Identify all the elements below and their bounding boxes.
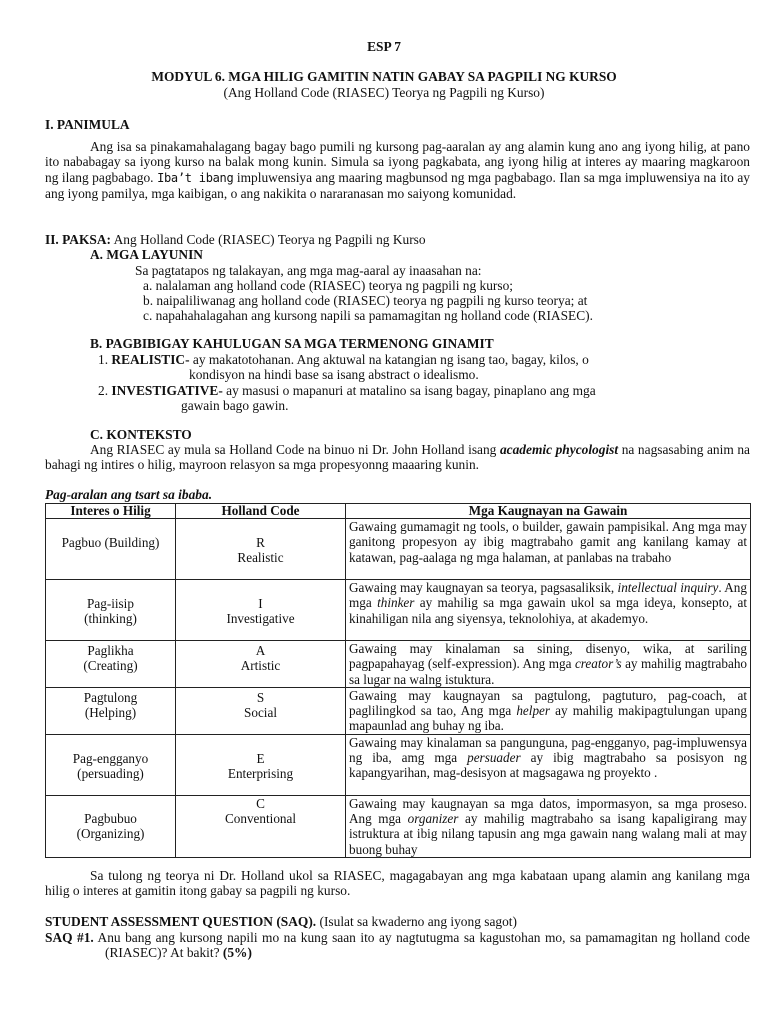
interest-cell	[46, 519, 176, 580]
activity-text: Gawaing may kaugnayan sa mga datos, impormasyon, sa mga proseso. Ang mga	[349, 795, 747, 827]
code-name: Artistic	[240, 658, 281, 674]
table-row	[46, 519, 751, 580]
saq-question-text: Anu bang ang kursong napili mo na kung saan ito ay nagtutugma sa kagustohan mo, sa pamamagitan ng holland code (RIASEC)? At bakit?	[97, 930, 751, 961]
interest-cell	[46, 580, 176, 641]
saq-instruction: (Isulat sa kwaderno ang iyong sagot)	[319, 914, 517, 929]
activity-text: ay mahilig sa mga gawain ukol sa mga ideya, konsepto, at kinahiligan nila ang siyensya, teknolohiya, at akademyo.	[349, 595, 748, 626]
interest-name: Pagtulong	[83, 689, 138, 705]
header-interest: Interes o Hilig	[46, 504, 176, 519]
konteksto-text-a: Ang RIASEC ay mula sa Holland Code na binuo ni Dr. John Holland isang	[90, 442, 497, 457]
table-row	[46, 734, 751, 795]
intro-text-a: Ang isa sa pinakamahalagang bagay bago pumili ng kursong pag-aaralan ay ang alamin kung ano ang iyong hilig, at pano ito nababagay sa iyong kurso na balak mong kunin. Simula sa iyong pagkabata, ang iyong hilig at interes ay maaring magkaroon ng ilang pagbabago.	[45, 139, 750, 185]
interest-cell	[46, 687, 176, 734]
header-activities: Mga Kaugnayan na Gawain	[346, 504, 751, 519]
activity-emphasis: helper	[516, 703, 551, 719]
interest-cell	[46, 734, 176, 795]
activity-emphasis: organizer	[407, 811, 459, 827]
activity-text: ay mahilig magtrabaho sa lugar na walng istuktura.	[349, 656, 748, 687]
interest-cell	[46, 795, 176, 857]
activity-cell	[346, 580, 751, 641]
paksa-text: Ang Holland Code (RIASEC) Teorya ng Pagpili ng Kurso	[113, 232, 426, 247]
layunin-item-c: c. napahahalagahan ang kursong napili sa pamamagitan ng holland code (RIASEC).	[143, 308, 593, 323]
activity-cell: Gawaing gumamagit ng tools, o builder, gawain pampisikal. Ang mga may ganitong propesyon ay ibig magtrabaho gamit ang kanilang kamay at katawan, pag-aalaga ng mga halaman, at panlabas na trabaho	[346, 519, 751, 580]
layunin-item-a: a. nalalaman ang holland code (RIASEC) teorya ng pagpili ng kurso;	[143, 278, 514, 293]
konteksto-emphasis: academic phycologist	[499, 442, 619, 457]
interest-name: Pagbubuo	[84, 810, 137, 826]
code-letter: S	[256, 689, 265, 705]
code-letter: E	[256, 750, 265, 766]
table-header-row	[46, 504, 751, 519]
activity-cell	[346, 795, 751, 857]
activity-text: ay ibig magtrabaho sa posisyon ng kapangyarihan, mag-desisyon at magsagawa ng proyekto .	[349, 750, 748, 781]
activity-text: Gawaing may kinalaman sa sining, disenyo, wika, at sariling pagpapahayag (self-expression). Ang mga	[349, 641, 747, 672]
code-letter: I	[258, 596, 263, 611]
code-letter: A	[255, 643, 266, 658]
table-row	[46, 795, 751, 857]
code-name: Social	[244, 705, 277, 721]
code-cell	[176, 519, 346, 580]
interest-english: (Helping)	[84, 705, 137, 721]
term-number: 2.	[98, 383, 109, 398]
code-cell	[176, 687, 346, 734]
interest-name: Pagbuo (Building)	[61, 535, 160, 550]
konteksto-paragraph	[45, 442, 750, 473]
term-label: INVESTIGATIVE-	[111, 383, 223, 398]
saq-question	[45, 930, 750, 961]
term-definition: ay makatotohanan. Ang aktuwal na katangian ng isang tao, bagay, kilos, o	[192, 352, 589, 367]
term-investigative-cont: gawain bago gawin.	[181, 398, 289, 413]
activity-text: Gawaing may kinalaman sa pangunguna, pag-engganyo, pag-impluwensya ng iba, amg mga	[349, 734, 747, 766]
code-cell	[176, 734, 346, 795]
code-cell	[176, 795, 346, 857]
saq-points: (5%)	[222, 945, 252, 961]
table-row	[46, 687, 751, 734]
kahulugan-heading: B. PAGBIBIGAY KAHULUGAN SA MGA TERMENONG GINAMIT	[90, 336, 494, 351]
interest-name: Pag-engganyo	[72, 750, 149, 766]
interest-name: Paglikha	[87, 643, 134, 658]
paksa-label: II. PAKSA:	[45, 232, 111, 247]
term-definition: ay masusi o mapanuri at matalino sa isang bagay, pinaplano ang mga	[226, 383, 596, 398]
term-label: REALISTIC-	[111, 352, 190, 367]
term-realistic-cont: kondisyon na hindi base sa isang abstract o idealismo.	[189, 367, 479, 382]
interest-english: (Organizing)	[76, 826, 145, 842]
code-cell	[176, 580, 346, 641]
course-code: ESP 7	[367, 39, 401, 54]
code-name: Conventional	[224, 811, 297, 827]
table-caption: Pag-aralan ang tsart sa ibaba.	[45, 487, 213, 502]
term-investigative	[98, 383, 596, 398]
intro-text-b: Iba’t ibang	[157, 170, 234, 185]
saq-heading: STUDENT ASSESSMENT QUESTION (SAQ).	[45, 914, 317, 929]
code-name: Realistic	[237, 550, 284, 566]
konteksto-text-b: na nagsasabing anim na bahagi ng intires o hilig, mayroon relasyon sa mga propesyonng maaaring kunin.	[45, 442, 750, 473]
module-title: MODYUL 6. MGA HILIG GAMITIN NATIN GABAY SA PAGPILI NG KURSO	[151, 69, 617, 84]
activity-emphasis: creator’s	[574, 656, 622, 672]
code-letter: C	[256, 795, 265, 811]
layunin-item-b: b. naipaliliwanag ang holland code (RIASEC) teorya ng pagpili ng kurso teorya; at	[143, 293, 588, 308]
layunin-heading: A. MGA LAYUNIN	[90, 247, 203, 262]
activity-cell	[346, 687, 751, 734]
activity-text: Gawaing may kaugnayan sa teorya, pagsasaliksik,	[349, 580, 615, 595]
code-cell	[176, 641, 346, 688]
activity-emphasis: thinker	[377, 595, 415, 611]
konteksto-heading: C. KONTEKSTO	[90, 427, 192, 442]
interest-english: (Creating)	[83, 658, 138, 674]
holland-code-table	[45, 503, 751, 858]
table-row	[46, 580, 751, 641]
intro-heading: I. PANIMULA	[45, 117, 130, 132]
closing-paragraph: Sa tulong ng teorya ni Dr. Holland ukol sa RIASEC, magagabayan ang mga kabataan upang alamin ang kanilang mga hilig o interes at gamitin itong gabay sa pagpili ng kurso.	[45, 868, 750, 899]
intro-paragraph	[45, 139, 750, 202]
saq-heading-line	[45, 914, 517, 929]
interest-english: (thinking)	[84, 611, 137, 627]
activity-text: . Ang mga	[349, 580, 747, 611]
activity-text: ay mahilig magtrabaho sa isang kapaligirang may istruktura at ibig nilang tapusin ang mga gawain nang walang mali at may buong buhay	[349, 811, 747, 857]
interest-cell	[46, 641, 176, 688]
term-number: 1.	[98, 352, 109, 367]
code-name: Investigative	[226, 611, 295, 627]
saq-label: SAQ #1.	[45, 930, 94, 945]
activity-text: Gawaing may kaugnayan sa pagtulong, pagtuturo, pag-coach, at paglilingkod sa tao, Ang mga	[349, 687, 747, 719]
activity-cell	[346, 641, 751, 688]
code-letter: R	[256, 535, 265, 550]
table-row	[46, 641, 751, 688]
code-name: Enterprising	[227, 766, 294, 782]
layunin-lead: Sa pagtatapos ng talakayan, ang mga mag-aaral ay inaasahan na:	[135, 263, 482, 278]
activity-cell	[346, 734, 751, 795]
intro-text-c: impluwensiya ang maaring magbunsod ng mga pagbabago. Ilan sa mga impluwensiya na ito ay ang iyong pamilya, mga kaibigan, o ang nakikita o nararanasan mo saiyong komunidad.	[45, 169, 750, 202]
paksa-line	[45, 232, 426, 247]
activity-text: ay mahilig makipagtulungan upang mapaunlad ang buhay ng iba.	[349, 703, 748, 734]
header-code: Holland Code	[176, 504, 346, 519]
interest-english: (persuading)	[77, 766, 144, 782]
module-subtitle: (Ang Holland Code (RIASEC) Teorya ng Pagpili ng Kurso)	[223, 85, 545, 100]
activity-emphasis: persuader	[467, 750, 521, 766]
interest-name: Pag-iisip	[87, 596, 134, 611]
term-realistic	[98, 352, 589, 367]
activity-emphasis: intellectual inquiry	[617, 580, 719, 595]
